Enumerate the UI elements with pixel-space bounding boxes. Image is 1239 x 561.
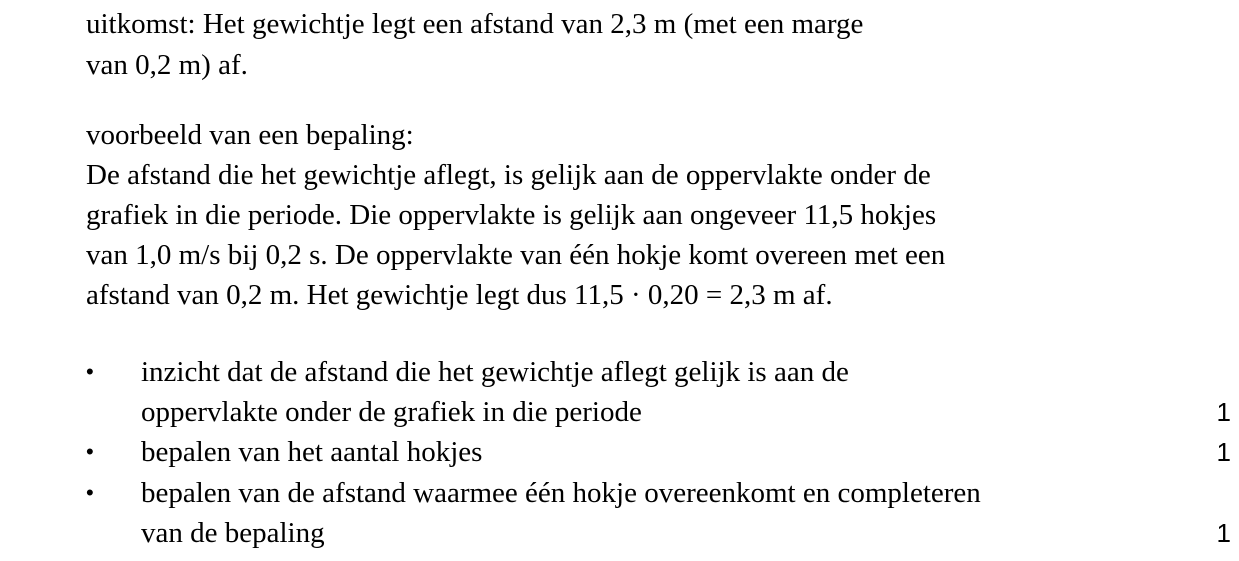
outcome-line-2: van 0,2 m) af. <box>86 49 248 81</box>
calculation-formula: 11,5 · 0,20 = 2,3 m af. <box>574 279 833 311</box>
criterion-1-line-2: oppervlakte onder de grafiek in die periode <box>141 396 642 428</box>
outcome-line-1: uitkomst: Het gewichtje legt een afstand van 2,3 m (met een marge <box>86 8 864 40</box>
example-line-1: De afstand die het gewichtje aflegt, is gelijk aan de oppervlakte onder de <box>86 159 931 191</box>
criterion-3-line-1: bepalen van de afstand waarmee één hokje overeenkomt en completeren <box>141 477 981 509</box>
criterion-2-line-1: bepalen van het aantal hokjes <box>141 436 483 468</box>
criterion-1-points: 1 <box>1216 397 1231 427</box>
bullet-icon: • <box>86 480 94 505</box>
criterion-3-line-2: van de bepaling <box>141 517 325 549</box>
example-line-3: van 1,0 m/s bij 0,2 s. De oppervlakte van één hokje komt overeen met een <box>86 239 946 271</box>
criterion-1-line-1: inzicht dat de afstand die het gewichtje aflegt gelijk is aan de <box>141 356 849 388</box>
criterion-3-points: 1 <box>1216 518 1231 548</box>
criterion-2-points: 1 <box>1216 437 1231 467</box>
example-line-4 <box>86 275 833 315</box>
bullet-icon: • <box>86 359 94 384</box>
example-heading: voorbeeld van een bepaling: <box>86 119 414 151</box>
example-line-2: grafiek in die periode. Die oppervlakte is gelijk aan ongeveer 11,5 hokjes <box>86 199 937 231</box>
bullet-icon: • <box>86 439 94 464</box>
example-line-4-text: afstand van 0,2 m. Het gewichtje legt dus <box>86 279 575 311</box>
